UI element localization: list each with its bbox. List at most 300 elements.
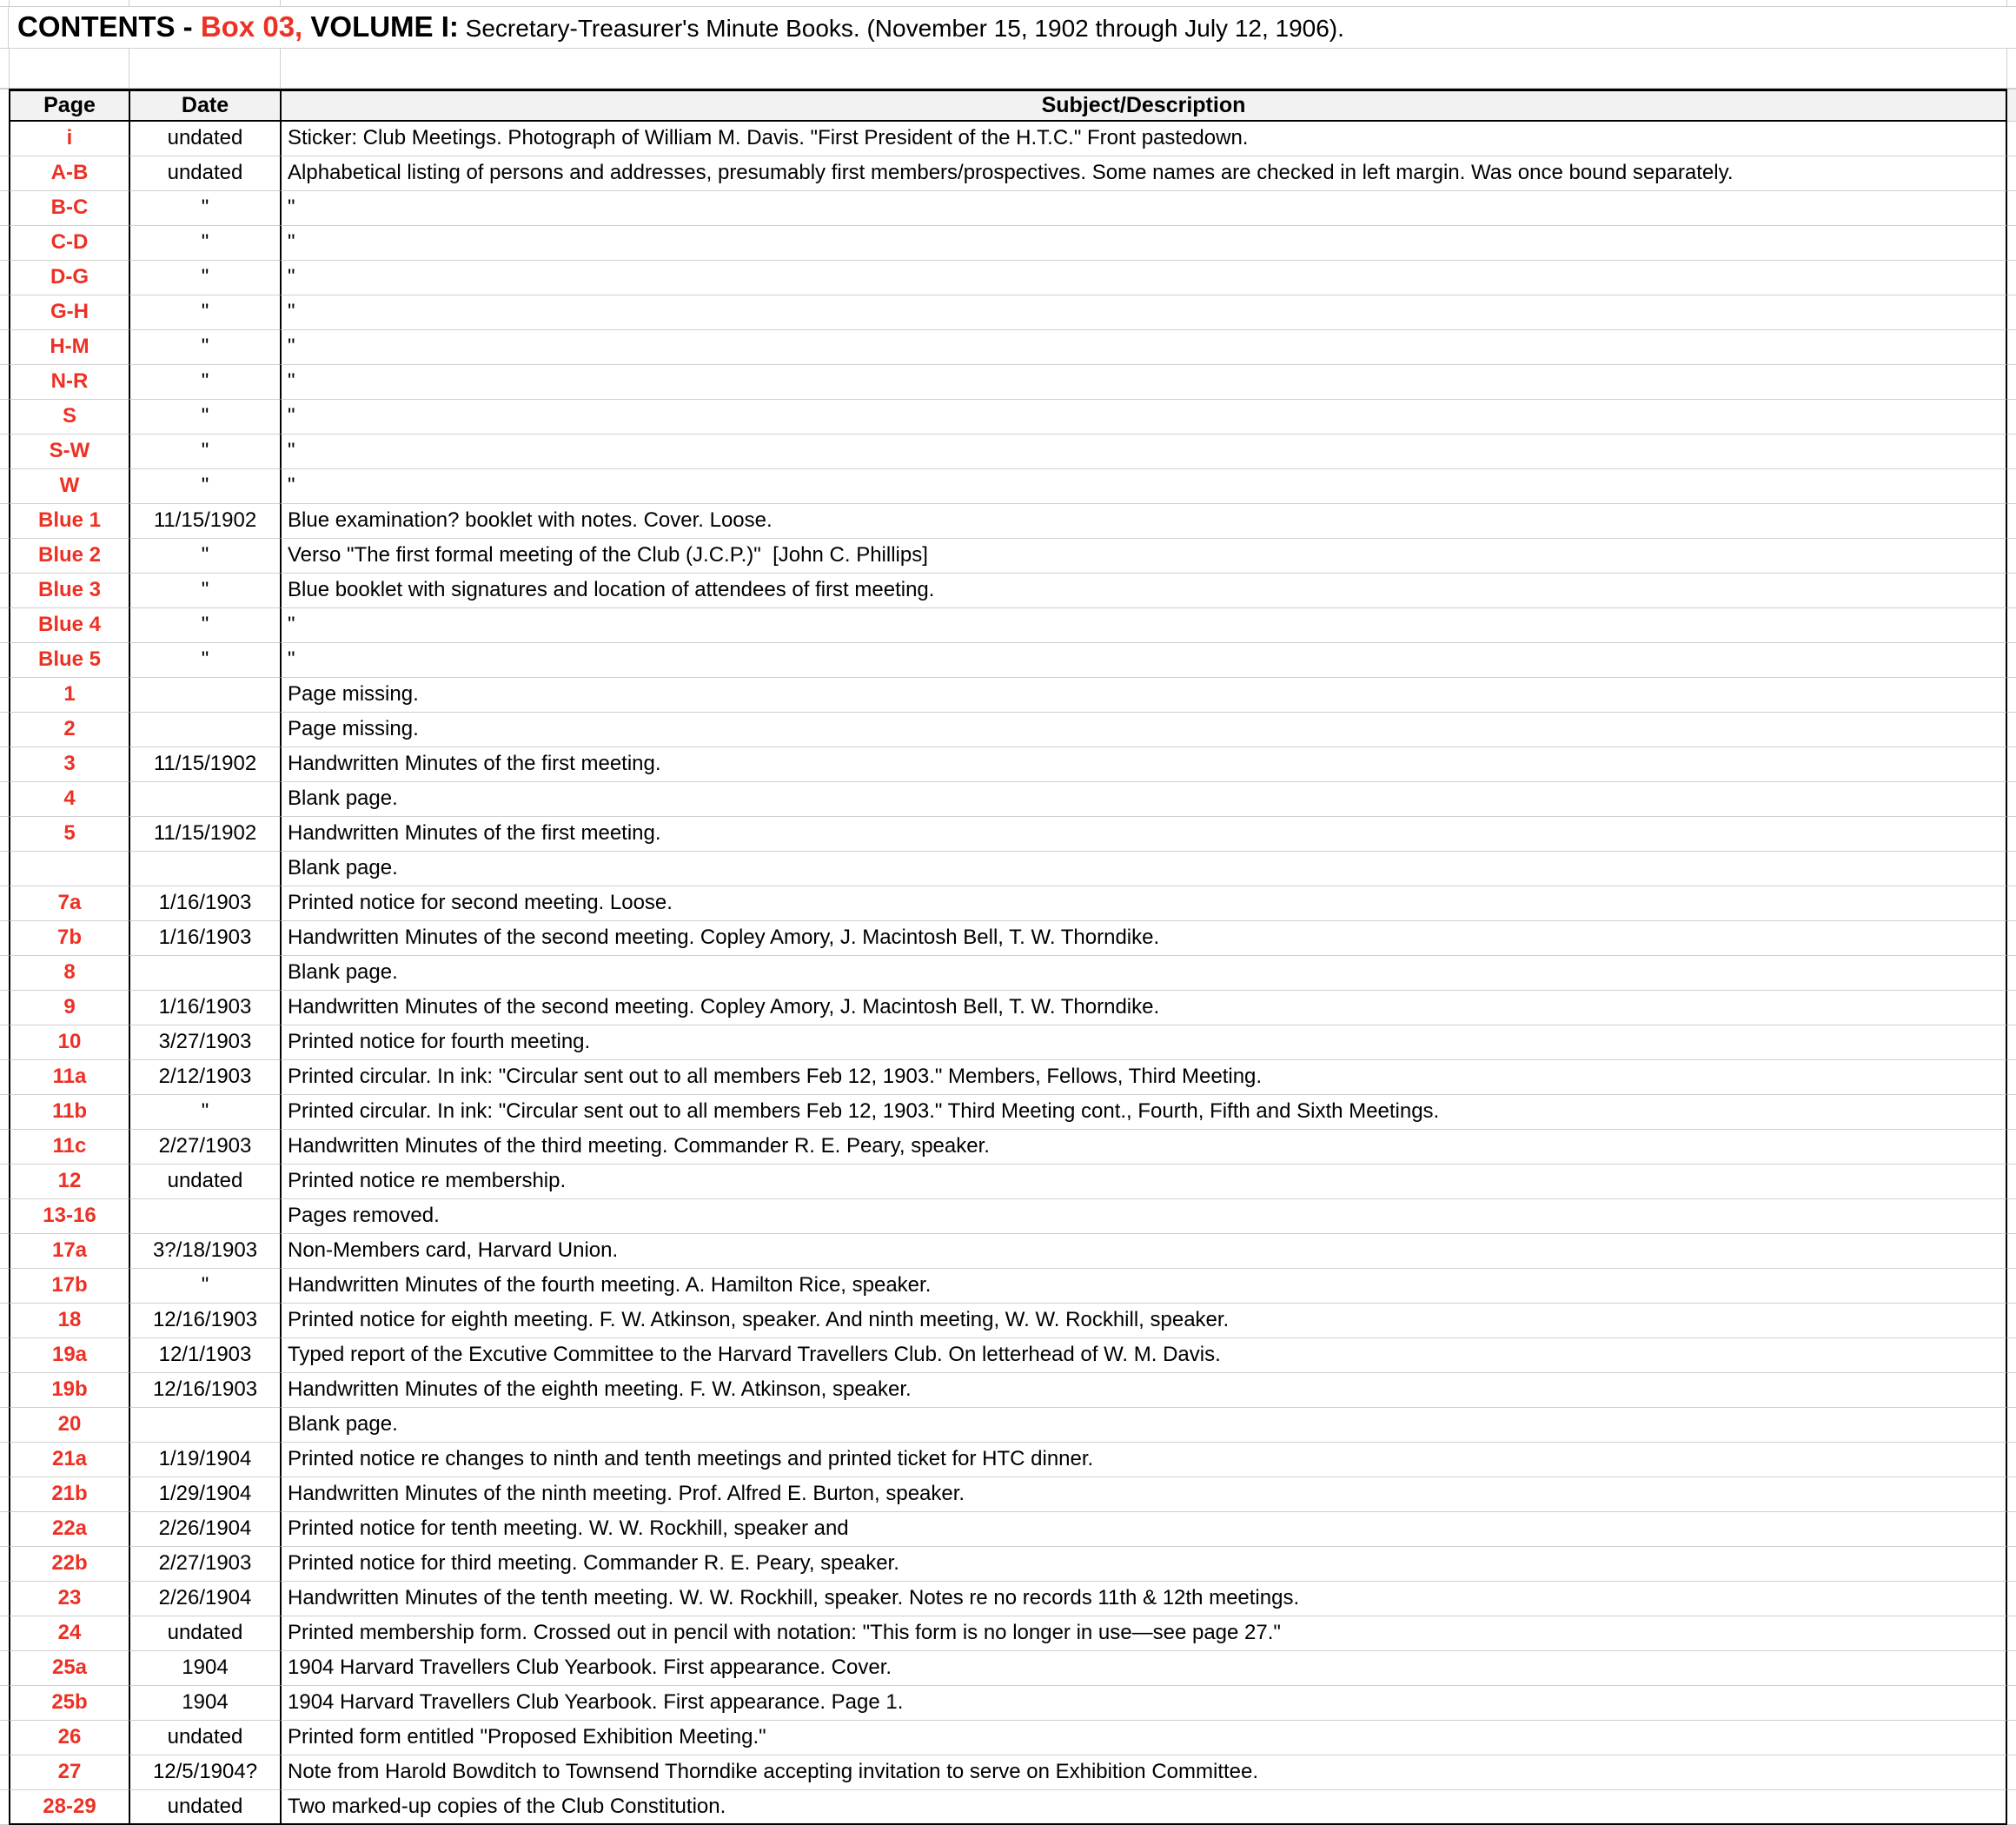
grid-margin-left [0, 1060, 9, 1095]
date-cell[interactable]: 12/1/1903 [129, 1338, 280, 1373]
title-row [0, 7, 2016, 49]
grid-margin-left [0, 713, 9, 747]
date-cell[interactable]: undated [129, 1790, 280, 1825]
table-row [0, 1582, 2016, 1616]
date-cell[interactable] [129, 713, 280, 747]
grid-margin-right [2007, 89, 2016, 122]
grid-cell [9, 0, 129, 7]
grid-margin-left [0, 539, 9, 574]
table-row [0, 886, 2016, 921]
grid-margin-left [0, 574, 9, 608]
table-row [0, 469, 2016, 504]
date-cell[interactable]: 1904 [129, 1651, 280, 1686]
subject-cell[interactable]: Printed membership form. Crossed out in pencil with notation: "This form is no longer in use—see page 27." [280, 1616, 2007, 1651]
subject-cell[interactable]: Verso "The first formal meeting of the Club (J.C.P.)" [John C. Phillips] [280, 539, 2007, 574]
grid-margin-left [0, 1165, 9, 1199]
grid-margin-left [0, 921, 9, 956]
grid-margin-left [0, 643, 9, 678]
date-cell[interactable]: 12/5/1904? [129, 1755, 280, 1790]
page-cell[interactable]: 2 [9, 713, 129, 747]
grid-margin-right [2007, 1477, 2016, 1512]
page-cell[interactable]: 12 [9, 1165, 129, 1199]
date-cell[interactable]: 3?/18/1903 [129, 1234, 280, 1269]
page-cell[interactable]: 11b [9, 1095, 129, 1130]
date-cell[interactable] [129, 852, 280, 886]
table-row [0, 574, 2016, 608]
page-cell[interactable]: D-G [9, 261, 129, 295]
table-row [0, 1269, 2016, 1304]
page-cell[interactable]: 17a [9, 1234, 129, 1269]
date-cell[interactable]: 1/19/1904 [129, 1443, 280, 1477]
page-cell[interactable]: G-H [9, 295, 129, 330]
page-cell[interactable]: 19b [9, 1373, 129, 1408]
subject-cell[interactable]: Note from Harold Bowditch to Townsend Thorndike accepting invitation to serve on Exhibition Committee. [280, 1755, 2007, 1790]
page-cell[interactable]: Blue 3 [9, 574, 129, 608]
date-cell[interactable]: " [129, 330, 280, 365]
table-row [0, 1477, 2016, 1512]
date-cell[interactable]: 12/16/1903 [129, 1373, 280, 1408]
date-cell[interactable]: 1/29/1904 [129, 1477, 280, 1512]
table-row [0, 435, 2016, 469]
date-cell[interactable]: 3/27/1903 [129, 1025, 280, 1060]
subject-cell[interactable]: Blue booklet with signatures and location of attendees of first meeting. [280, 574, 2007, 608]
grid-margin-right [2007, 574, 2016, 608]
grid-margin-right [2007, 469, 2016, 504]
date-cell[interactable]: " [129, 539, 280, 574]
date-cell[interactable]: 2/26/1904 [129, 1582, 280, 1616]
page-cell[interactable]: 18 [9, 1304, 129, 1338]
table-row [0, 1199, 2016, 1234]
grid-margin-right [2007, 1755, 2016, 1790]
table-row [0, 1234, 2016, 1269]
page-cell[interactable]: 24 [9, 1616, 129, 1651]
title-contents-label: CONTENTS - [17, 10, 201, 43]
page-cell[interactable]: 21b [9, 1477, 129, 1512]
grid-margin-right [2007, 1373, 2016, 1408]
grid-margin-right [2007, 1616, 2016, 1651]
grid-margin-left [0, 886, 9, 921]
page-cell[interactable]: S [9, 400, 129, 435]
grid-margin-right [2007, 886, 2016, 921]
subject-cell[interactable]: Printed notice re membership. [280, 1165, 2007, 1199]
page-cell[interactable]: C-D [9, 226, 129, 261]
date-cell[interactable]: undated [129, 1165, 280, 1199]
subject-cell[interactable]: Pages removed. [280, 1199, 2007, 1234]
table-row [0, 1512, 2016, 1547]
subject-cell[interactable]: " [280, 435, 2007, 469]
table-row [0, 1686, 2016, 1721]
column-header-date[interactable]: Date [129, 89, 280, 122]
table-row [0, 1338, 2016, 1373]
grid-margin-left [0, 122, 9, 156]
subject-cell[interactable]: " [280, 469, 2007, 504]
date-cell[interactable]: 11/15/1902 [129, 817, 280, 852]
page-cell[interactable]: 20 [9, 1408, 129, 1443]
grid-margin-left [0, 1304, 9, 1338]
table-row [0, 678, 2016, 713]
table-row [0, 1095, 2016, 1130]
date-cell[interactable]: undated [129, 122, 280, 156]
date-cell[interactable]: 1/16/1903 [129, 886, 280, 921]
table-header-row [0, 89, 2016, 122]
page-cell[interactable]: W [9, 469, 129, 504]
table-row [0, 991, 2016, 1025]
table-row [0, 122, 2016, 156]
grid-margin-right [2007, 1443, 2016, 1477]
grid-margin-left [0, 295, 9, 330]
grid-margin-right [2007, 1199, 2016, 1234]
page-cell[interactable]: 25a [9, 1651, 129, 1686]
subject-cell[interactable]: Blue examination? booklet with notes. Cover. Loose. [280, 504, 2007, 539]
date-cell[interactable]: 12/16/1903 [129, 1304, 280, 1338]
empty-row [0, 49, 2016, 89]
subject-cell[interactable]: Printed circular. In ink: "Circular sent out to all members Feb 12, 1903." Third Meeting cont., Fourth, Fifth and Sixth Meetings. [280, 1095, 2007, 1130]
date-cell[interactable]: " [129, 1269, 280, 1304]
grid-cell [129, 49, 280, 89]
grid-margin-right [2007, 122, 2016, 156]
grid-margin-left [0, 1338, 9, 1373]
date-cell[interactable]: 2/27/1903 [129, 1547, 280, 1582]
grid-margin-right [2007, 400, 2016, 435]
subject-cell[interactable]: 1904 Harvard Travellers Club Yearbook. First appearance. Page 1. [280, 1686, 2007, 1721]
grid-margin-right [2007, 1234, 2016, 1269]
grid-margin-right [2007, 1721, 2016, 1755]
table-row [0, 1616, 2016, 1651]
date-cell[interactable]: undated [129, 1721, 280, 1755]
page-cell[interactable]: 4 [9, 782, 129, 817]
date-cell[interactable]: 1904 [129, 1686, 280, 1721]
grid-margin-right [2007, 782, 2016, 817]
page-cell[interactable]: 26 [9, 1721, 129, 1755]
date-cell[interactable]: " [129, 1095, 280, 1130]
page-cell[interactable]: 1 [9, 678, 129, 713]
subject-cell[interactable]: Printed notice for eighth meeting. F. W. Atkinson, speaker. And ninth meeting, W. W. Rockhill, speaker. [280, 1304, 2007, 1338]
page-cell[interactable]: 11a [9, 1060, 129, 1095]
table-row [0, 295, 2016, 330]
grid-margin-right [2007, 817, 2016, 852]
page-cell[interactable]: B-C [9, 191, 129, 226]
grid-margin-left [0, 1234, 9, 1269]
grid-margin-left [0, 330, 9, 365]
subject-cell[interactable]: Page missing. [280, 678, 2007, 713]
page-cell[interactable]: Blue 5 [9, 643, 129, 678]
date-cell[interactable]: " [129, 191, 280, 226]
grid-margin-left [0, 1651, 9, 1686]
page-cell[interactable]: 17b [9, 1269, 129, 1304]
grid-margin-right [2007, 1304, 2016, 1338]
grid-margin-right [2007, 991, 2016, 1025]
subject-cell[interactable]: Page missing. [280, 713, 2007, 747]
grid-margin-left [0, 89, 9, 122]
grid-margin-right [2007, 226, 2016, 261]
page-cell[interactable]: Blue 1 [9, 504, 129, 539]
grid-cell [9, 49, 129, 89]
subject-cell[interactable]: Non-Members card, Harvard Union. [280, 1234, 2007, 1269]
grid-margin-left [0, 991, 9, 1025]
grid-margin-left [0, 261, 9, 295]
grid-margin-left [0, 1582, 9, 1616]
page-cell[interactable]: 8 [9, 956, 129, 991]
grid-margin-right [2007, 1269, 2016, 1304]
grid-margin-left [0, 1373, 9, 1408]
date-cell[interactable]: 1/16/1903 [129, 921, 280, 956]
page-cell[interactable]: 10 [9, 1025, 129, 1060]
grid-margin-right [2007, 504, 2016, 539]
grid-margin-left [0, 156, 9, 191]
table-row [0, 1130, 2016, 1165]
page-cell[interactable]: 19a [9, 1338, 129, 1373]
grid-margin-right [2007, 1651, 2016, 1686]
subject-cell[interactable]: Printed notice re changes to ninth and tenth meetings and printed ticket for HTC dinner. [280, 1443, 2007, 1477]
date-cell[interactable]: " [129, 261, 280, 295]
grid-margin-left [0, 49, 9, 89]
date-cell[interactable]: " [129, 643, 280, 678]
table-row [0, 400, 2016, 435]
page-cell[interactable]: 21a [9, 1443, 129, 1477]
grid-sliver-row [0, 0, 2016, 7]
date-cell[interactable]: 11/15/1902 [129, 504, 280, 539]
grid-margin-right [2007, 678, 2016, 713]
grid-margin-left [0, 1547, 9, 1582]
table-row [0, 191, 2016, 226]
subject-cell[interactable]: Blank page. [280, 1408, 2007, 1443]
table-row [0, 1165, 2016, 1199]
subject-cell[interactable]: Two marked-up copies of the Club Constitution. [280, 1790, 2007, 1825]
page-cell[interactable] [9, 852, 129, 886]
table-row [0, 921, 2016, 956]
table-row [0, 747, 2016, 782]
table-row [0, 1025, 2016, 1060]
grid-margin-left [0, 956, 9, 991]
subject-cell[interactable]: 1904 Harvard Travellers Club Yearbook. First appearance. Cover. [280, 1651, 2007, 1686]
grid-cell [129, 0, 280, 7]
grid-margin-left [0, 1269, 9, 1304]
table-row [0, 817, 2016, 852]
grid-margin-left [0, 1616, 9, 1651]
table-row [0, 156, 2016, 191]
grid-margin-right [2007, 1338, 2016, 1373]
table-row [0, 226, 2016, 261]
grid-margin-right [2007, 956, 2016, 991]
grid-margin-right [2007, 1130, 2016, 1165]
grid-margin-right [2007, 1582, 2016, 1616]
date-cell[interactable]: 2/26/1904 [129, 1512, 280, 1547]
date-cell[interactable] [129, 1199, 280, 1234]
grid-margin-right [2007, 365, 2016, 400]
grid-margin-right [2007, 1790, 2016, 1825]
grid-margin-left [0, 1755, 9, 1790]
subject-cell[interactable]: Sticker: Club Meetings. Photograph of William M. Davis. "First President of the H.T.C." Front pastedown. [280, 122, 2007, 156]
page-title[interactable] [9, 7, 2016, 49]
subject-cell[interactable]: Blank page. [280, 852, 2007, 886]
grid-margin-left [0, 226, 9, 261]
subject-cell[interactable]: " [280, 191, 2007, 226]
page-cell[interactable]: 5 [9, 817, 129, 852]
subject-cell[interactable]: Printed form entitled "Proposed Exhibition Meeting." [280, 1721, 2007, 1755]
grid-margin-right [2007, 608, 2016, 643]
grid-margin-left [0, 191, 9, 226]
date-cell[interactable]: " [129, 295, 280, 330]
date-cell[interactable]: 2/27/1903 [129, 1130, 280, 1165]
page-cell[interactable]: 7b [9, 921, 129, 956]
grid-margin-left [0, 852, 9, 886]
grid-margin-right [2007, 852, 2016, 886]
subject-cell[interactable]: Printed notice for fourth meeting. [280, 1025, 2007, 1060]
subject-cell[interactable]: Handwritten Minutes of the ninth meeting. Prof. Alfred E. Burton, speaker. [280, 1477, 2007, 1512]
date-cell[interactable] [129, 1408, 280, 1443]
table-row [0, 782, 2016, 817]
date-cell[interactable] [129, 782, 280, 817]
subject-cell[interactable]: " [280, 608, 2007, 643]
table-row [0, 1547, 2016, 1582]
table-row [0, 539, 2016, 574]
subject-cell[interactable]: Handwritten Minutes of the second meeting. Copley Amory, J. Macintosh Bell, T. W. Thorndike. [280, 991, 2007, 1025]
grid-cell [280, 49, 2007, 89]
grid-margin-right [2007, 713, 2016, 747]
subject-cell[interactable]: " [280, 226, 2007, 261]
date-cell[interactable]: 2/12/1903 [129, 1060, 280, 1095]
subject-cell[interactable]: " [280, 643, 2007, 678]
page-cell[interactable]: i [9, 122, 129, 156]
grid-margin-left [0, 504, 9, 539]
table-row [0, 504, 2016, 539]
date-cell[interactable]: undated [129, 156, 280, 191]
date-cell[interactable]: " [129, 400, 280, 435]
page-cell[interactable]: 22a [9, 1512, 129, 1547]
table-body [0, 122, 2016, 1825]
grid-margin-left [0, 1686, 9, 1721]
page-cell[interactable]: Blue 2 [9, 539, 129, 574]
table-row [0, 713, 2016, 747]
table-row [0, 1755, 2016, 1790]
page-cell[interactable]: Blue 4 [9, 608, 129, 643]
table-row [0, 643, 2016, 678]
table-row [0, 1790, 2016, 1825]
subject-cell[interactable]: Printed notice for tenth meeting. W. W. Rockhill, speaker and [280, 1512, 2007, 1547]
page-cell[interactable]: N-R [9, 365, 129, 400]
grid-margin-left [0, 0, 9, 7]
grid-margin-right [2007, 1512, 2016, 1547]
page-cell[interactable]: H-M [9, 330, 129, 365]
column-header-subject[interactable]: Subject/Description [280, 89, 2007, 122]
grid-margin-right [2007, 0, 2016, 7]
grid-margin-left [0, 1025, 9, 1060]
grid-margin-left [0, 1512, 9, 1547]
page-cell[interactable]: 23 [9, 1582, 129, 1616]
grid-margin-right [2007, 1095, 2016, 1130]
grid-margin-left [0, 435, 9, 469]
subject-cell[interactable]: Handwritten Minutes of the third meeting. Commander R. E. Peary, speaker. [280, 1130, 2007, 1165]
grid-margin-right [2007, 747, 2016, 782]
grid-margin-left [0, 1130, 9, 1165]
subject-cell[interactable]: " [280, 365, 2007, 400]
page-cell[interactable]: 22b [9, 1547, 129, 1582]
subject-cell[interactable]: Printed notice for third meeting. Commander R. E. Peary, speaker. [280, 1547, 2007, 1582]
subject-cell[interactable]: Handwritten Minutes of the first meeting. [280, 747, 2007, 782]
date-cell[interactable]: " [129, 574, 280, 608]
grid-margin-left [0, 400, 9, 435]
subject-cell[interactable]: " [280, 295, 2007, 330]
table-row [0, 330, 2016, 365]
table-row [0, 1651, 2016, 1686]
subject-cell[interactable]: Handwritten Minutes of the first meeting. [280, 817, 2007, 852]
title-box-label: Box 03, [200, 10, 303, 43]
page-cell[interactable]: A-B [9, 156, 129, 191]
grid-margin-left [0, 817, 9, 852]
date-cell[interactable] [129, 678, 280, 713]
table-row [0, 852, 2016, 886]
subject-cell[interactable]: Typed report of the Excutive Committee to the Harvard Travellers Club. On letterhead of W. M. Davis. [280, 1338, 2007, 1373]
table-row [0, 1304, 2016, 1338]
page-cell[interactable]: 9 [9, 991, 129, 1025]
table-row [0, 1060, 2016, 1095]
table-row [0, 1721, 2016, 1755]
date-cell[interactable]: " [129, 435, 280, 469]
column-header-page[interactable]: Page [9, 89, 129, 122]
page-cell[interactable]: 11c [9, 1130, 129, 1165]
subject-cell[interactable]: Printed notice for second meeting. Loose. [280, 886, 2007, 921]
grid-margin-right [2007, 261, 2016, 295]
page-cell[interactable]: 27 [9, 1755, 129, 1790]
grid-margin-left [0, 1721, 9, 1755]
date-cell[interactable]: " [129, 608, 280, 643]
page-cell[interactable]: 25b [9, 1686, 129, 1721]
page-cell[interactable]: 13-16 [9, 1199, 129, 1234]
grid-margin-right [2007, 191, 2016, 226]
page-cell[interactable]: 28-29 [9, 1790, 129, 1825]
subject-cell[interactable]: Handwritten Minutes of the eighth meeting. F. W. Atkinson, speaker. [280, 1373, 2007, 1408]
subject-cell[interactable]: Handwritten Minutes of the tenth meeting. W. W. Rockhill, speaker. Notes re no records 11th & 12th meetings. [280, 1582, 2007, 1616]
date-cell[interactable]: " [129, 365, 280, 400]
grid-margin-left [0, 7, 9, 49]
table-row [0, 956, 2016, 991]
grid-margin-left [0, 1790, 9, 1825]
grid-margin-right [2007, 643, 2016, 678]
page-cell[interactable]: 3 [9, 747, 129, 782]
grid-margin-right [2007, 1408, 2016, 1443]
grid-margin-right [2007, 49, 2016, 89]
grid-margin-right [2007, 295, 2016, 330]
date-cell[interactable]: undated [129, 1616, 280, 1651]
grid-margin-right [2007, 921, 2016, 956]
grid-margin-left [0, 747, 9, 782]
grid-margin-left [0, 1095, 9, 1130]
date-cell[interactable]: 1/16/1903 [129, 991, 280, 1025]
date-cell[interactable]: " [129, 226, 280, 261]
subject-cell[interactable]: Blank page. [280, 782, 2007, 817]
date-cell[interactable]: " [129, 469, 280, 504]
subject-cell[interactable]: Handwritten Minutes of the fourth meeting. A. Hamilton Rice, speaker. [280, 1269, 2007, 1304]
page-cell[interactable]: S-W [9, 435, 129, 469]
subject-cell[interactable]: Blank page. [280, 956, 2007, 991]
grid-margin-right [2007, 1060, 2016, 1095]
grid-margin-left [0, 678, 9, 713]
subject-cell[interactable]: " [280, 261, 2007, 295]
subject-cell[interactable]: " [280, 330, 2007, 365]
table-row [0, 608, 2016, 643]
subject-cell[interactable]: Handwritten Minutes of the second meeting. Copley Amory, J. Macintosh Bell, T. W. Thorndike. [280, 921, 2007, 956]
date-cell[interactable]: 11/15/1902 [129, 747, 280, 782]
subject-cell[interactable]: Alphabetical listing of persons and addresses, presumably first members/prospectives. Some names are checked in left margin. Was once bound separately. [280, 156, 2007, 191]
grid-margin-left [0, 1477, 9, 1512]
grid-margin-right [2007, 539, 2016, 574]
grid-margin-right [2007, 435, 2016, 469]
subject-cell[interactable]: " [280, 400, 2007, 435]
subject-cell[interactable]: Printed circular. In ink: "Circular sent out to all members Feb 12, 1903." Members, Fellows, Third Meeting. [280, 1060, 2007, 1095]
page-cell[interactable]: 7a [9, 886, 129, 921]
title-volume-label: VOLUME I: [302, 10, 459, 43]
date-cell[interactable] [129, 956, 280, 991]
